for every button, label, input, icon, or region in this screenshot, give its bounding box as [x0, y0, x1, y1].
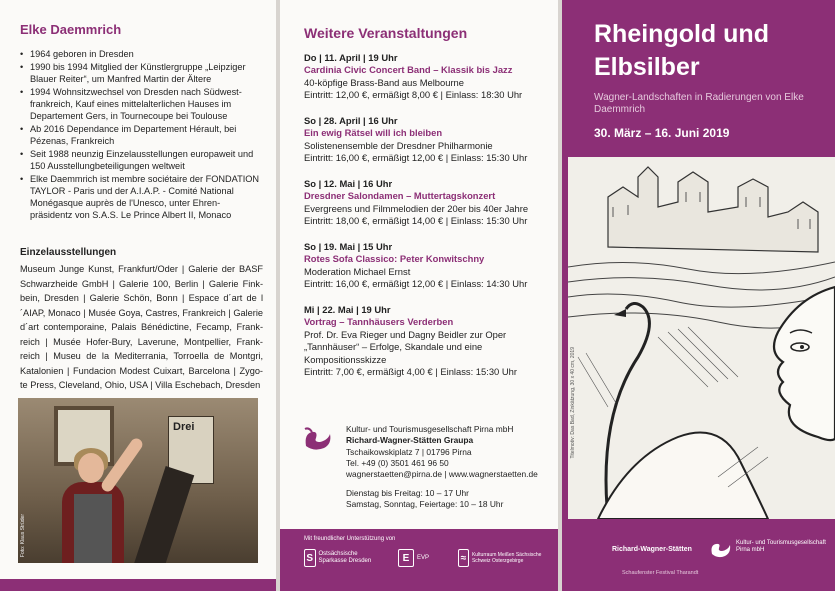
organizer-block — [346, 424, 546, 480]
bottom-band — [0, 579, 276, 591]
opening-hours — [346, 488, 503, 511]
event-date: So | 19. Mai | 15 Uhr — [304, 241, 393, 252]
organizer-contact-link[interactable]: wagnerstaetten@pirna.de | www.wagnerstaetten.de — [346, 469, 538, 480]
events-panel — [280, 0, 558, 591]
etching-illustration — [568, 157, 835, 519]
artist-photo — [18, 398, 258, 563]
brand-tagline: Kultur- und Tourismusgesellschaft Pirna mbH — [736, 540, 826, 553]
event-desc: Moderation Michael Ernst — [304, 265, 411, 277]
event-price: Eintritt: 18,00 €, ermäßigt 14,00 € | Einlass: 15:30 Uhr — [304, 215, 528, 227]
event-price: Eintritt: 7,00 €, ermäßigt 4,00 € | Einlass: 15:30 Uhr — [304, 366, 517, 378]
person-head — [78, 453, 104, 483]
event-date: Mi | 22. Mai | 19 Uhr — [304, 304, 391, 315]
event-date: So | 28. April | 16 Uhr — [304, 115, 398, 126]
event-date: So | 12. Mai | 16 Uhr — [304, 178, 393, 189]
events-heading: Weitere Veranstaltungen — [304, 25, 468, 41]
event-title: Cardinia Civic Concert Band – Klassik bis Jazz — [304, 64, 513, 76]
event-price: Eintritt: 16,00 €, ermäßigt 12,00 € | Einlass: 14:30 Uhr — [304, 278, 528, 290]
artist-panel — [0, 0, 276, 591]
sponsor-name: EVP — [417, 554, 430, 561]
event-title: Vortrag – Tannhäusers Verderben — [304, 316, 454, 328]
artwork-caption: Titelmotiv: Das Bad, Zinkätzung, 30 x 40 cm, 2019 — [570, 347, 576, 459]
exhibitions-list: Museum Junge Kunst, Frankfurt/Oder | Galerie der BASF Schwarzheide GmbH | Galerie 100, Berlin | Galerie Fink-bein, Dresden | Galerie Schön, Bonn | Espace d´art de l´AIAP, Monaco | Musée Goya, Castres, Frankreich | Galerie d´art contemporaine, Palais Bénédictine, Fecamp, Frank-reich | Musée Hofer-Bury, Laverune, Montpellier, Frank-reich | Museu de la Mediterrania, Torroella de Montgri, Katalonien | Fundacion Modest Cuixart, Barcelona | Zygo-te Press, Cleveland, Ohio, USA | Villa Eschebach, Dresden — [20, 264, 263, 390]
organizer-name: Richard-Wagner-Stätten Graupa — [346, 435, 474, 446]
event-item — [304, 241, 544, 291]
kulturraum-icon: ≈ — [458, 549, 469, 567]
swan-logo-icon — [300, 424, 334, 454]
event-item — [304, 178, 544, 228]
person-apron — [74, 494, 112, 563]
footer-brand — [612, 538, 832, 562]
sponsor-logo — [304, 547, 382, 569]
evp-icon: E — [398, 549, 414, 567]
bio-item: • 1990 bis 1994 Mitglied der Künstlergruppe „Leipziger Blauer Reiter“, um Manfred Martin der Ältere — [20, 61, 262, 85]
hours-weekend: Samstag, Sonntag, Feiertage: 10 – 18 Uhr — [346, 499, 504, 510]
event-price: Eintritt: 16,00 €, ermäßigt 12,00 € | Einlass: 15:30 Uhr — [304, 152, 528, 164]
sponsor-logo — [458, 547, 550, 569]
artist-heading: Elke Daemmrich — [20, 22, 122, 37]
organizer-line: Kultur- und Tourismusgesellschaft Pirna mbH — [346, 424, 514, 434]
event-title: Dresdner Salondamen – Muttertagskonzert — [304, 190, 496, 202]
cover-panel — [562, 0, 835, 591]
sponsor-name: Ostsächsische Sparkasse Dresden — [318, 551, 372, 564]
event-item — [304, 115, 544, 165]
exhibition-title: Rheingold und Elbsilber — [594, 20, 769, 81]
sponsor-logo — [398, 547, 442, 569]
event-date: Do | 11. April | 19 Uhr — [304, 52, 398, 63]
event-desc: Prof. Dr. Eva Rieger und Dagny Beidler zur Oper „Tannhäuser“ – Erfolge, Skandale und eine Kompositionsskizze — [304, 328, 507, 365]
event-title: Rotes Sofa Classico: Peter Konwitschny — [304, 253, 485, 265]
bio-item: • 1994 Wohnsitzwechsel von Dresden nach Südwest-frankreich, Kauf eines mittelalterlichen Hauses im Departement Gers, in Tournecoupe bei Toulouse — [20, 86, 262, 122]
bio-item: • Elke Daemmrich ist membre sociétaire der FONDATION TAYLOR - Paris und der A.I.A.P. - Comité National Monégasque auprès de l'Unesco, unter Ehren-präsidentz von S.A.S. Le Prince Albert II, Monaco — [20, 173, 262, 221]
organizer-address: Tschaikowskiplatz 7 | 01796 Pirna — [346, 446, 472, 457]
sponsor-label: Mit freundlicher Unterstützung von — [304, 536, 396, 542]
organizer-phone: Tel. +49 (0) 3501 461 96 50 — [346, 457, 449, 468]
exhibition-dates: 30. März – 16. Juni 2019 — [594, 126, 730, 140]
photo-credit: Foto: Klaus Strüder — [20, 513, 26, 557]
exhibitions-heading: Einzelausstellungen — [20, 247, 117, 258]
event-desc: Evergreens und Filmmelodien der 20er bis 40er Jahre — [304, 202, 529, 214]
event-desc: Solistenensemble der Dresdner Philharmonie — [304, 139, 493, 151]
exhibition-subtitle: Wagner-Landschaften in Radierungen von Elke Daemmrich — [594, 92, 804, 115]
swan-logo-icon — [708, 538, 732, 560]
hours-weekday: Dienstag bis Freitag: 10 – 17 Uhr — [346, 488, 469, 498]
sponsor-name: Kulturraum Meißen Sächsische Schweiz Osterzgebirge — [471, 552, 542, 564]
bio-item: • Seit 1988 neunzig Einzelausstellungen europaweit und 150 Ausstellungbeteiligungen weltweit — [20, 148, 262, 172]
etching-artwork — [568, 157, 835, 519]
bio-list — [20, 48, 262, 222]
bio-item: • 1964 geboren in Dresden — [20, 48, 262, 60]
event-price: Eintritt: 12,00 €, ermäßigt 8,00 € | Einlass: 18:30 Uhr — [304, 89, 523, 101]
bio-item: • Ab 2016 Dependance im Departement Hérault, bei Pézenas, Frankreich — [20, 123, 262, 147]
brand-name: Richard-Wagner-Stätten — [612, 546, 692, 553]
poster-text: Drei — [173, 421, 195, 433]
footer-subline: Schaufenster Festival Tharandt — [622, 570, 699, 576]
event-item — [304, 304, 544, 378]
sparkasse-icon: S — [304, 549, 316, 567]
event-item — [304, 52, 544, 102]
event-desc: 40-köpfige Brass-Band aus Melbourne — [304, 76, 464, 88]
event-title: Ein ewig Rätsel will ich bleiben — [304, 127, 443, 139]
